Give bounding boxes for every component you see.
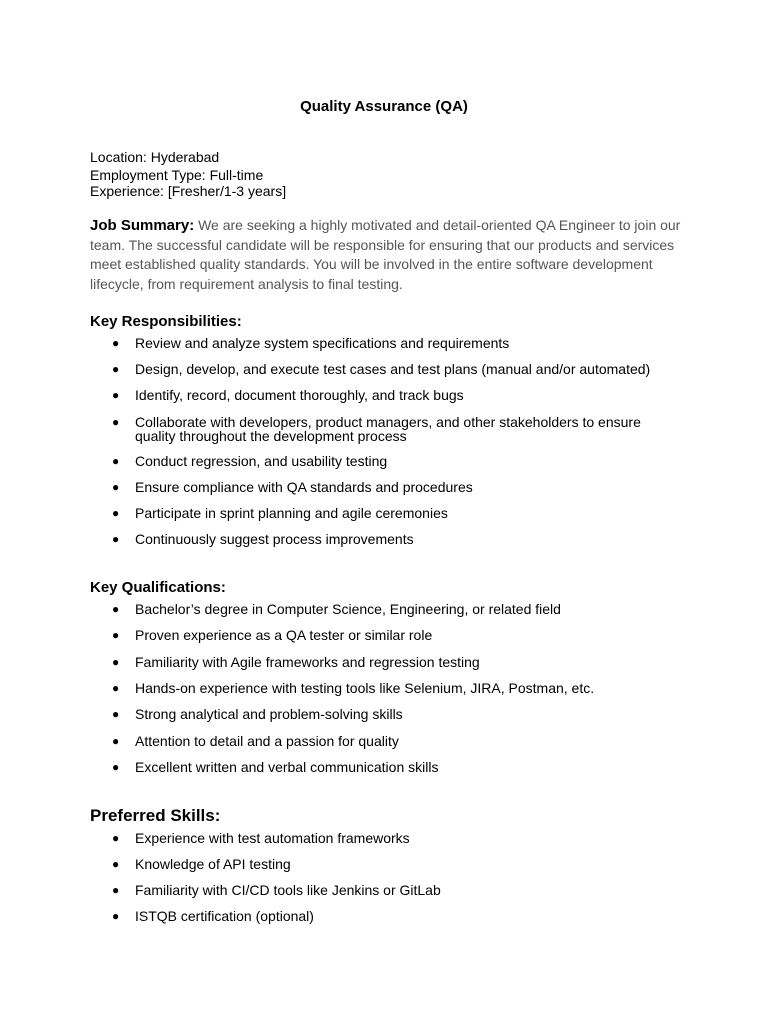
bullet-icon: ● — [112, 707, 120, 721]
list-item-text: Hands-on experience with testing tools like Selenium, JIRA, Postman, etc. — [135, 680, 595, 696]
list-item-text: Familiarity with CI/CD tools like Jenkins or GitLab — [135, 882, 441, 898]
bullet-icon: ● — [112, 628, 120, 642]
bullet-icon: ● — [112, 681, 120, 695]
bullet-icon: ● — [112, 336, 120, 350]
job-summary — [90, 216, 690, 294]
bullet-icon: ● — [112, 532, 120, 546]
list-item-text: Strong analytical and problem-solving skills — [135, 706, 403, 722]
job-summary-text: We are seeking a highly motivated and detail-oriented QA Engineer to join our team. The successful candidate will be responsible for ensuring that our products and services meet established quality standards. You will be involved in the entire software development lifecycle, from requirement analysis to final testing. — [90, 217, 681, 292]
list-item-text: Excellent written and verbal communication skills — [135, 759, 439, 775]
responsibilities-heading: Key Responsibilities: — [90, 313, 242, 330]
bullet-icon: ● — [112, 655, 120, 669]
bullet-icon: ● — [112, 388, 120, 402]
list-item-text: Familiarity with Agile frameworks and regression testing — [135, 654, 480, 670]
list-item-text: Design, develop, and execute test cases and test plans (manual and/or automated) — [135, 361, 651, 377]
list-item-text: Experience with test automation frameworks — [135, 830, 410, 846]
list-item-text: Collaborate with developers, product managers, and other stakeholders to ensure quality throughout the development process — [135, 414, 641, 444]
location-line: Location: Hyderabad — [90, 149, 220, 165]
qualifications-heading: Key Qualifications: — [90, 579, 226, 596]
bullet-icon: ● — [112, 415, 120, 429]
list-item-text: Ensure compliance with QA standards and procedures — [135, 479, 473, 495]
list-item-text: ISTQB certification (optional) — [135, 908, 314, 924]
list-item-text: Knowledge of API testing — [135, 856, 291, 872]
bullet-icon: ● — [112, 909, 120, 923]
list-item-text: Continuously suggest process improvements — [135, 531, 414, 547]
list-item-text: Identify, record, document thoroughly, and track bugs — [135, 387, 464, 403]
job-summary-label: Job Summary: — [90, 217, 195, 234]
bullet-icon: ● — [112, 883, 120, 897]
list-item-text: Proven experience as a QA tester or similar role — [135, 627, 433, 643]
list-item-text: Bachelor’s degree in Computer Science, Engineering, or related field — [135, 601, 561, 617]
document-title: Quality Assurance (QA) — [300, 98, 468, 115]
list-item-text: Conduct regression, and usability testing — [135, 453, 388, 469]
bullet-icon: ● — [112, 760, 120, 774]
bullet-icon: ● — [112, 831, 120, 845]
employment-type-line: Employment Type: Full-time — [90, 167, 264, 183]
bullet-icon: ● — [112, 734, 120, 748]
bullet-icon: ● — [112, 506, 120, 520]
preferred-skills-heading: Preferred Skills: — [90, 806, 221, 825]
list-item-text: Review and analyze system specifications and requirements — [135, 335, 510, 351]
bullet-icon: ● — [112, 602, 120, 616]
bullet-icon: ● — [112, 480, 120, 494]
list-item-text: Attention to detail and a passion for quality — [135, 733, 399, 749]
bullet-icon: ● — [112, 362, 120, 376]
bullet-icon: ● — [112, 454, 120, 468]
list-item-text: Participate in sprint planning and agile ceremonies — [135, 505, 448, 521]
experience-line: Experience: [Fresher/1-3 years] — [90, 183, 287, 199]
bullet-icon: ● — [112, 857, 120, 871]
